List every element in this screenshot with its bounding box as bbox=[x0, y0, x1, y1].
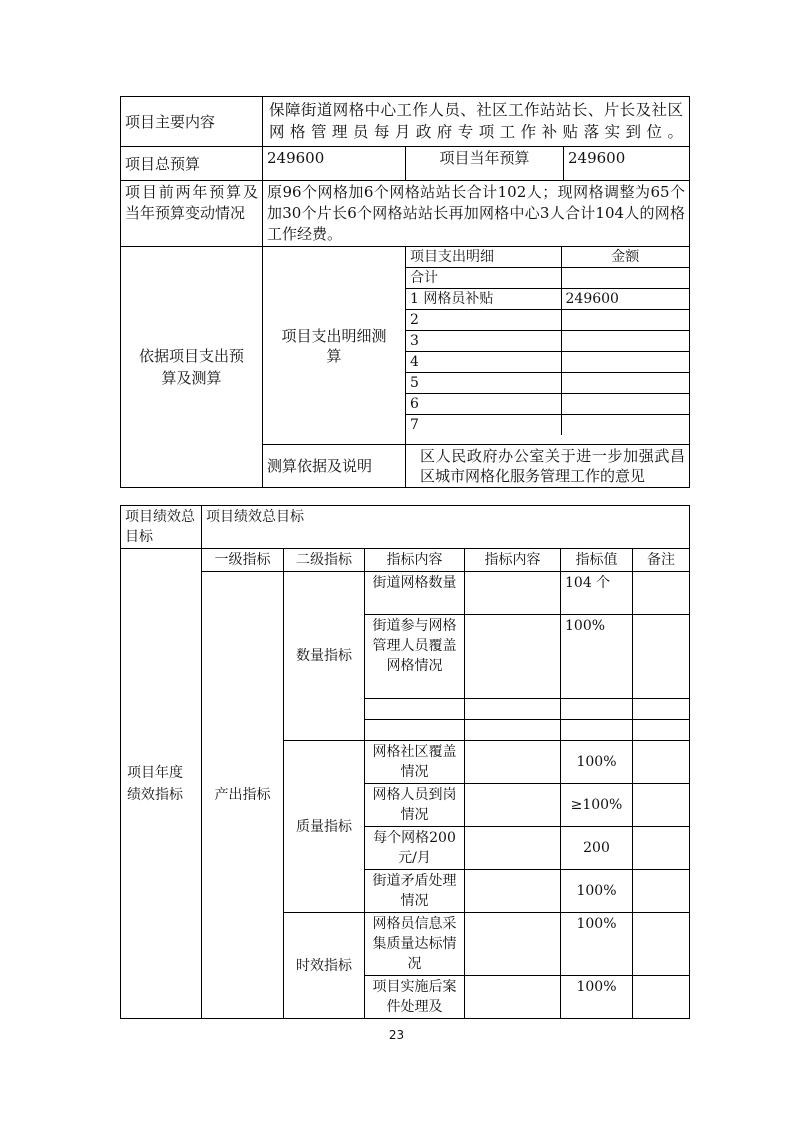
basis-label: 依据项目支出预算及测算 bbox=[121, 247, 263, 488]
detail-amount: 249600 bbox=[561, 289, 689, 310]
indicator-content-2 bbox=[465, 870, 561, 913]
indicator-content: 每个网格200元/月 bbox=[365, 827, 465, 870]
detail-row bbox=[406, 289, 689, 310]
detail-row bbox=[406, 373, 689, 394]
total-budget-label: 项目总预算 bbox=[121, 147, 263, 181]
detail-amount bbox=[561, 394, 689, 415]
detail-row bbox=[406, 268, 689, 289]
indicator-content-2 bbox=[465, 699, 561, 720]
detail-amount bbox=[561, 310, 689, 331]
indicator-value: 100% bbox=[561, 870, 633, 913]
calc-basis-value: 区人民政府办公室关于进一步加强武昌区城市网格化服务管理工作的意见 bbox=[406, 445, 690, 488]
detail-row bbox=[406, 331, 689, 352]
budget-change-value: 原96个网格加6个网格站站长合计102人；现网格调整为65个加30个片长6个网格站站长再加网格中心3人合计104人的网格工作经费。 bbox=[263, 181, 690, 247]
total-budget-value: 249600 bbox=[263, 147, 406, 181]
detail-item: 1 网格员补贴 bbox=[406, 289, 561, 310]
indicator-content: 网格社区覆盖情况 bbox=[365, 741, 465, 784]
indicator-value: 104 个 bbox=[561, 572, 633, 615]
indicator-value: 100% bbox=[561, 615, 633, 699]
indicator-content-2 bbox=[465, 976, 561, 1019]
overall-goal-label: 项目绩效总目标 bbox=[121, 506, 202, 549]
indicator-remark bbox=[633, 827, 690, 870]
quantity-indicator-label: 数量指标 bbox=[284, 572, 365, 741]
detail-item: 2 bbox=[406, 310, 561, 331]
page-number: 23 bbox=[388, 1028, 405, 1042]
detail-subtable bbox=[406, 247, 689, 435]
detail-item: 合计 bbox=[406, 268, 561, 289]
detail-amount bbox=[561, 352, 689, 373]
header-remarks: 备注 bbox=[633, 549, 690, 572]
quality-indicator-label: 质量指标 bbox=[284, 741, 365, 913]
indicator-content bbox=[365, 720, 465, 741]
indicator-content-2 bbox=[465, 913, 561, 976]
indicator-remark bbox=[633, 741, 690, 784]
indicator-content: 项目实施后案件处理及 bbox=[365, 976, 465, 1019]
indicator-value: ≥100% bbox=[561, 784, 633, 827]
indicator-content-2 bbox=[465, 741, 561, 784]
indicator-content-2 bbox=[465, 827, 561, 870]
budget-table bbox=[120, 96, 690, 488]
detail-subtable-cell bbox=[406, 247, 690, 445]
detail-row bbox=[406, 352, 689, 373]
indicator-remark bbox=[633, 870, 690, 913]
indicator-content: 网格人员到岗情况 bbox=[365, 784, 465, 827]
indicator-value bbox=[561, 699, 633, 720]
header-content: 指标内容 bbox=[365, 549, 465, 572]
detail-amount bbox=[561, 415, 689, 436]
detail-item: 6 bbox=[406, 394, 561, 415]
indicator-content-2 bbox=[465, 615, 561, 699]
detail-header-item: 项目支出明细 bbox=[406, 247, 561, 268]
current-year-budget-label: 项目当年预算 bbox=[406, 147, 564, 181]
detail-header-amount: 金额 bbox=[561, 247, 689, 268]
detail-amount bbox=[561, 268, 689, 289]
budget-change-label: 项目前两年预算及当年预算变动情况 bbox=[121, 181, 263, 247]
calc-basis-label: 测算依据及说明 bbox=[263, 445, 406, 488]
indicator-content: 街道参与网格管理人员覆盖网格情况 bbox=[365, 615, 465, 699]
detail-item: 7 bbox=[406, 415, 561, 436]
current-year-budget-value: 249600 bbox=[564, 147, 690, 181]
indicator-value bbox=[561, 720, 633, 741]
detail-row bbox=[406, 310, 689, 331]
indicator-content: 街道矛盾处理情况 bbox=[365, 870, 465, 913]
level1-output: 产出指标 bbox=[202, 572, 284, 1019]
detail-item: 3 bbox=[406, 331, 561, 352]
indicator-remark bbox=[633, 720, 690, 741]
indicator-remark bbox=[633, 615, 690, 699]
detail-row bbox=[406, 415, 689, 436]
indicator-remark bbox=[633, 699, 690, 720]
main-content-label: 项目主要内容 bbox=[121, 97, 263, 147]
performance-table bbox=[120, 505, 690, 1019]
indicator-content: 网格员信息采集质量达标情况 bbox=[365, 913, 465, 976]
header-level1: 一级指标 bbox=[202, 549, 284, 572]
indicator-remark bbox=[633, 976, 690, 1019]
header-content-2: 指标内容 bbox=[465, 549, 561, 572]
main-content-value: 保障街道网格中心工作人员、社区工作站站长、片长及社区网格管理员每月政府专项工作补贴落实到位。 bbox=[263, 97, 690, 147]
indicator-value: 100% bbox=[561, 741, 633, 784]
annual-goal-label: 项目年度绩效指标 bbox=[121, 549, 202, 1019]
detail-item: 4 bbox=[406, 352, 561, 373]
indicator-content-2 bbox=[465, 720, 561, 741]
detail-row bbox=[406, 394, 689, 415]
header-level2: 二级指标 bbox=[284, 549, 365, 572]
indicator-value: 200 bbox=[561, 827, 633, 870]
detail-item: 5 bbox=[406, 373, 561, 394]
indicator-remark bbox=[633, 572, 690, 615]
indicator-remark bbox=[633, 913, 690, 976]
time-indicator-label: 时效指标 bbox=[284, 913, 365, 1019]
overall-goal-value: 项目绩效总目标 bbox=[202, 506, 690, 549]
indicator-content bbox=[365, 699, 465, 720]
indicator-value: 100% bbox=[561, 913, 633, 976]
detail-calc-label: 项目支出明细测算 bbox=[263, 247, 406, 445]
header-value: 指标值 bbox=[561, 549, 633, 572]
indicator-content-2 bbox=[465, 572, 561, 615]
indicator-value: 100% bbox=[561, 976, 633, 1019]
detail-amount bbox=[561, 331, 689, 352]
indicator-content: 街道网格数量 bbox=[365, 572, 465, 615]
detail-amount bbox=[561, 373, 689, 394]
indicator-remark bbox=[633, 784, 690, 827]
indicator-content-2 bbox=[465, 784, 561, 827]
